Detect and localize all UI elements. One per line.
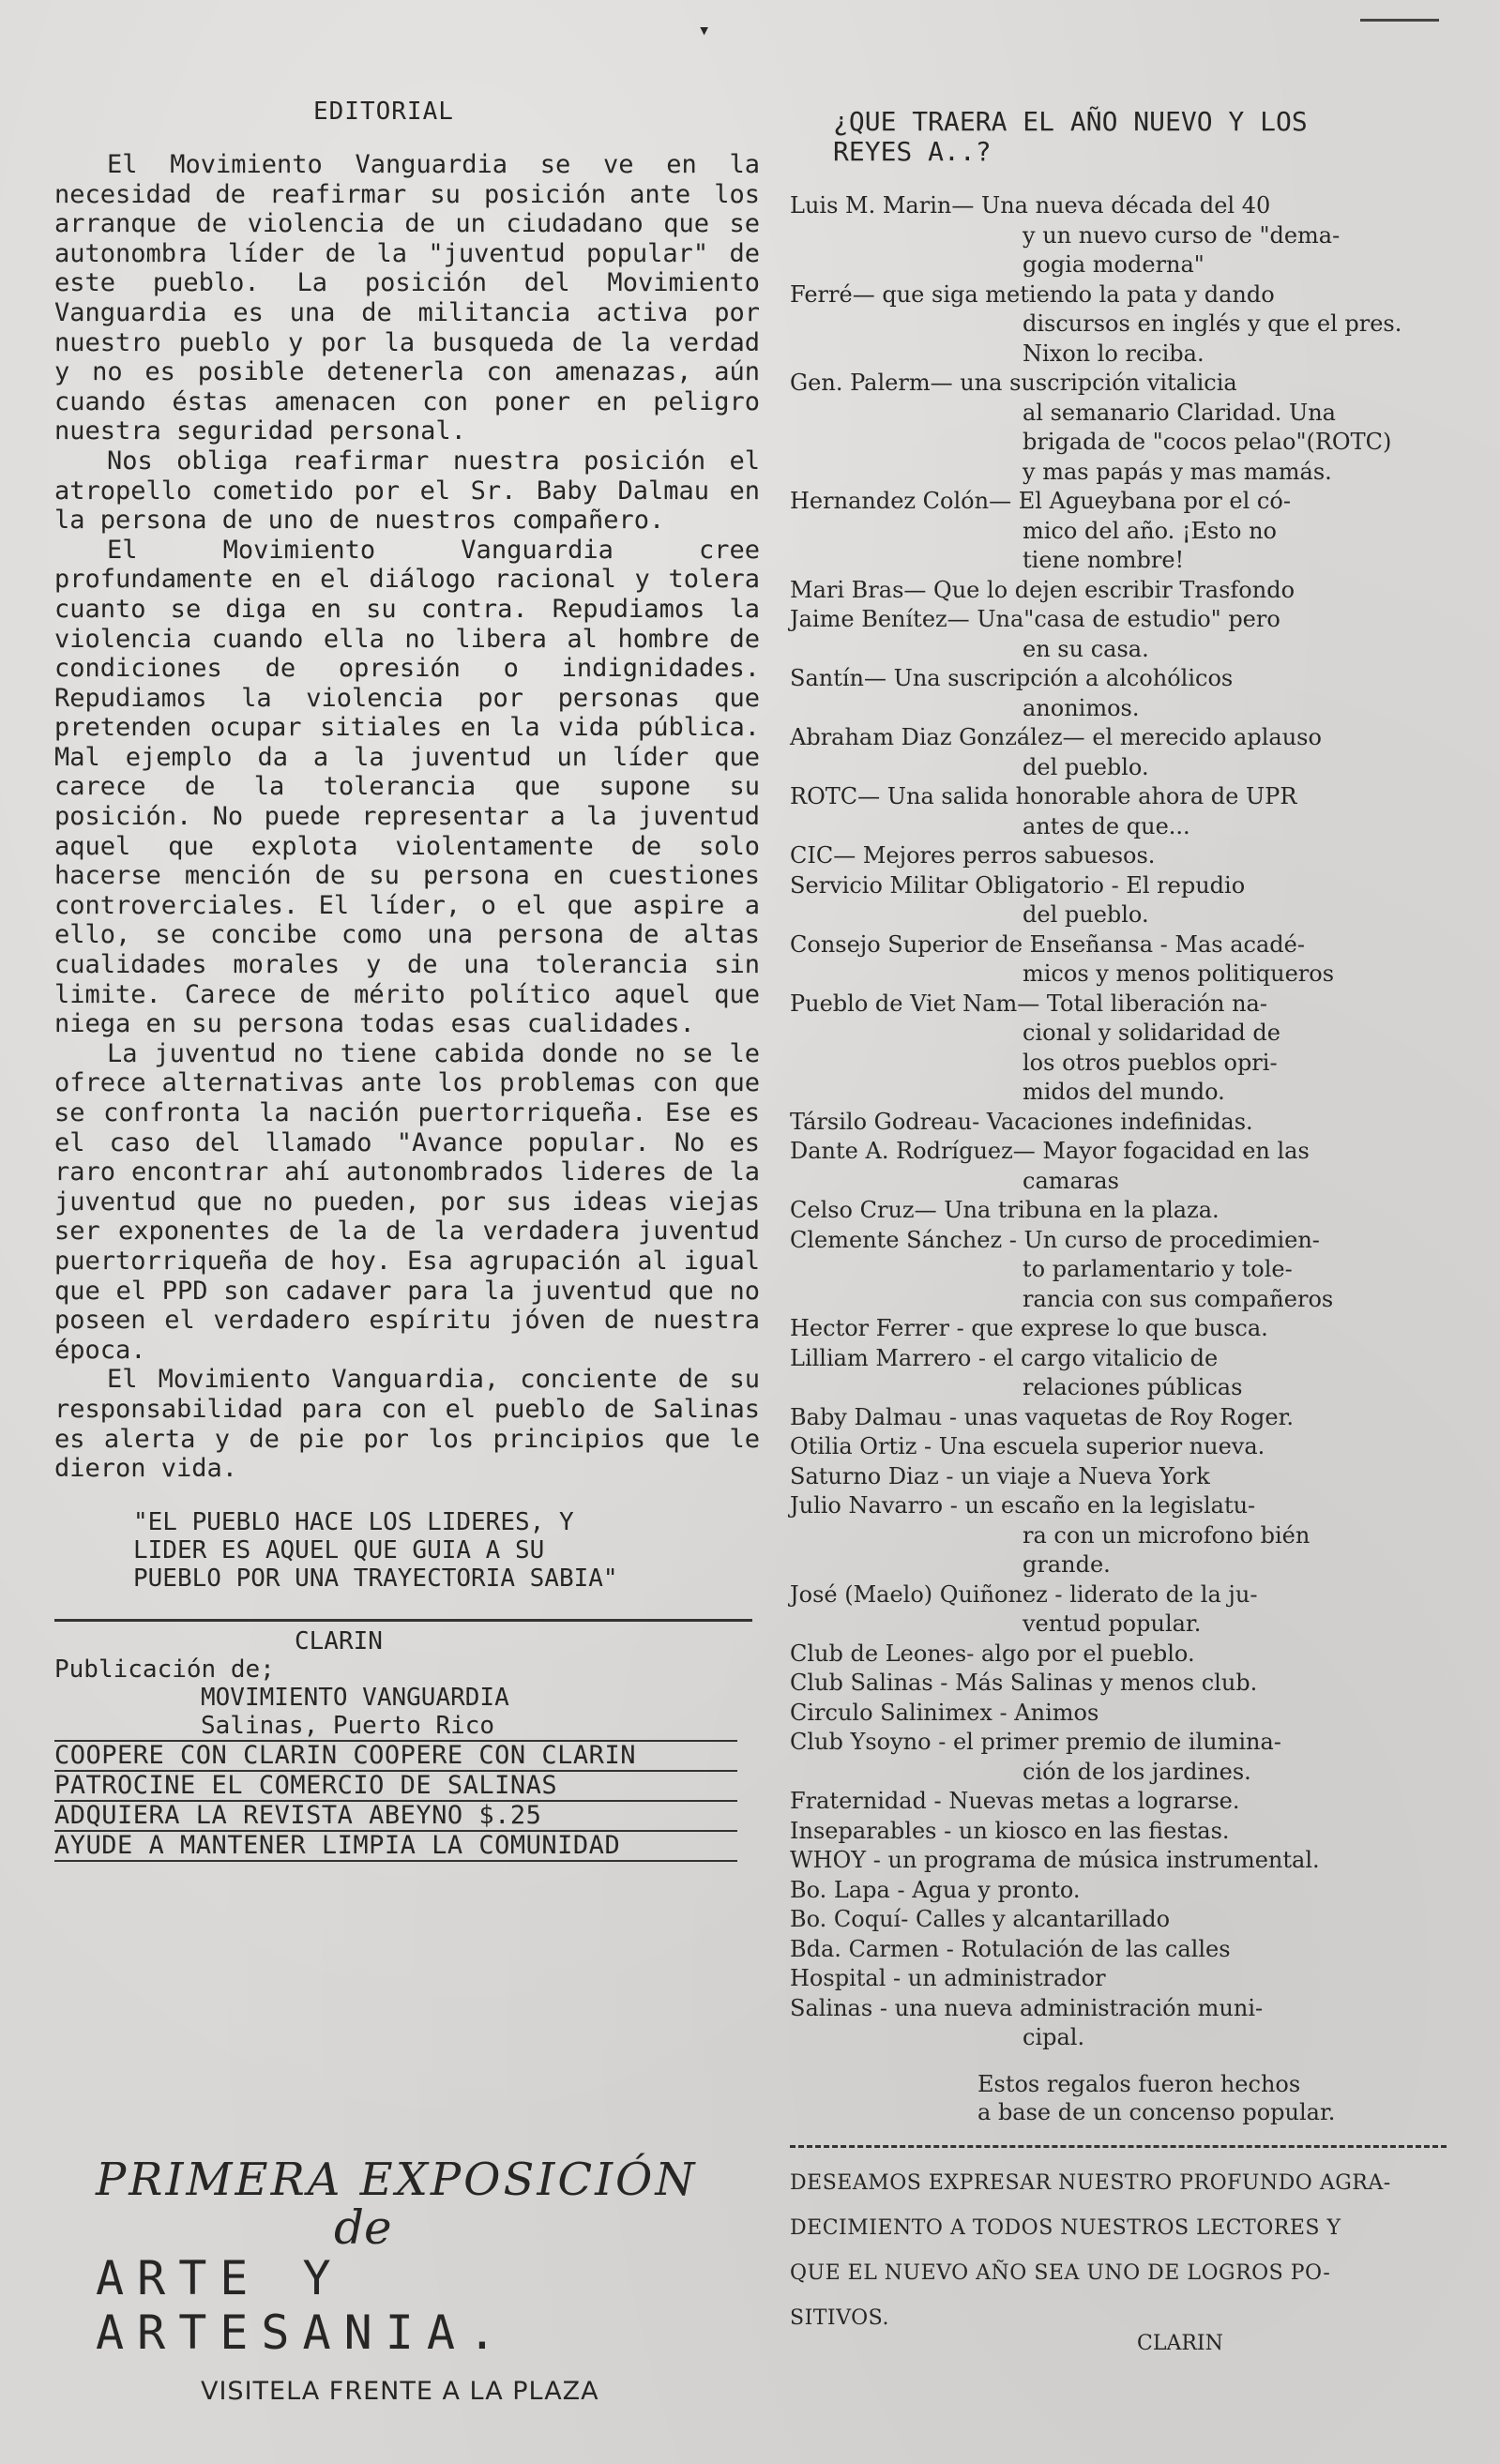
entry-wish: El repudio [1126,871,1246,899]
entry-wish: algo por el pueblo. [981,1640,1195,1667]
entry-recipient: Jaime Benítez— [790,606,970,632]
masthead-publication-label: Publicación de; [54,1655,275,1684]
reyes-entry [790,1403,1465,1433]
entry-wish: Una nueva década del 40 [980,192,1271,219]
entry-recipient: Hector Ferrer - [790,1315,964,1341]
reyes-entry [790,1669,1465,1699]
reyes-entry [790,782,1465,841]
entry-wish: el primer premio de ilumina- [952,1729,1281,1755]
entry-recipient: Bo. Lapa - [790,1876,905,1903]
entry-wish-continuation: Nixon lo reciba. [1023,340,1205,367]
entry-recipient: Mari Bras— [790,576,927,603]
entry-wish-continuation: micos y menos politiqueros [1023,960,1335,987]
reyes-entry [790,576,1465,606]
entry-wish-continuation: camaras [1023,1167,1119,1194]
entry-wish: Una"casa de estudio" pero [977,606,1280,632]
editorial-paragraph: El Movimiento Vanguardia cree profundamente en el diálogo racional y tolera cuanto se diga en su contra. Repudiamos la violencia cuando ella no libera al hombre de condiciones de opresión o indignidades. Repudiamos la violencia por personas que pretenden ocupar sitiales en la vida pública. Mal ejemplo da a la juventud un líder que carece de la tolerancia que supone su posición. No puede representar a la juventud aquel que explota violentamente de solo hacerse mención de su persona en cuestiones controverciales. El líder, o el que aspire a ello, se concibe como una persona de altas cualidades morales y de una tolerancia sin limite. Carece de mérito político aquel que niega en su persona todas esas cualidades. [54,535,760,1039]
entry-recipient: Társilo Godreau- [790,1108,980,1135]
editorial-paragraph: El Movimiento Vanguardia se ve en la necesidad de reafirmar su posición ante los arranque de violencia de un ciudadano que se autonombra líder de la "juventud popular" de este pueblo. La posición del Movimiento Vanguardia es una de militancia activa por nuestro pueblo y por la busqueda de la verdad y no es posible detenerla con amenazas, aún cuando éstas amenacen con poner en peligro nuestra seguridad personal. [54,150,760,446]
thanks-signature: CLARIN [1137,2331,1223,2355]
entry-recipient: Consejo Superior de Enseñansa - [790,930,1168,958]
entry-recipient: Baby Dalmau - [790,1403,957,1430]
reyes-entry [790,1580,1465,1640]
editorial-quote [133,1508,760,1593]
reyes-entry [790,1994,1465,2053]
reyes-entry [790,841,1465,871]
reyes-entry [790,1905,1465,1935]
masthead-name: CLARIN [295,1626,383,1655]
editorial-paragraph: Nos obliga reafirmar nuestra posición el atropello cometido por el Sr. Baby Dalmau en la persona de uno de nuestros compañero. [54,446,760,536]
entry-wish-continuation: del pueblo. [1023,753,1149,780]
entry-recipient: Gen. Palerm— [790,370,953,396]
closing-line: Estos regalos fueron hechos [977,2070,1301,2097]
entry-wish: un kiosco en las fiestas. [958,1817,1230,1844]
entry-wish-continuation: los otros pueblos opri- [1023,1049,1278,1076]
reyes-entry [790,1226,1465,1315]
entry-wish-continuation: tiene nombre! [1023,547,1185,573]
entry-wish: que siga metiendo la pata y dando [882,280,1275,308]
entry-wish-continuation: ra con un microfono bién [1023,1521,1311,1549]
entry-recipient: Club Ysoyno - [790,1729,947,1755]
entry-recipient: WHOY - [790,1847,881,1873]
thanks-note [790,2161,1465,2341]
closing-line: a base de un concenso popular. [977,2098,1336,2125]
entry-wish: Que lo dejen escribir Trasfondo [933,576,1295,603]
reyes-entry [790,1876,1465,1906]
editorial-paragraph: La juventud no tiene cabida donde no se le ofrece alternativas ante los problemas con que se confronta la nación puertorriqueña. Ese es el caso del llamado "Avance popular. No es raro encontrar ahí autonombrados lideres de la juventud que no pueden, por sus ideas viejas ser exponentes de la de la verdadera juventud puertorriqueña de hoy. Esa agrupación al igual que el PPD son cadaver para la juventud que no poseen el verdadero espíritu jóven de nuestra época. [54,1038,760,1365]
masthead-place: Salinas, Puerto Rico [201,1711,495,1740]
reyes-entry [790,487,1465,576]
ad-line: COOPERE CON CLARIN COOPERE CON CLARIN [54,1740,737,1770]
entry-recipient: CIC— [790,842,856,869]
entry-wish-continuation: cipal. [1023,2024,1085,2050]
entry-wish: Calles y alcantarillado [915,1906,1171,1932]
entry-recipient: Club Salinas - [790,1670,948,1696]
quote-line: PUEBLO POR UNA TRAYECTORIA SABIA" [133,1564,618,1593]
reyes-list [790,191,1465,2053]
thanks-divider [790,2145,1447,2148]
entry-wish-continuation: y mas papás y mas mamás. [1023,458,1332,485]
reyes-entry [790,1491,1465,1580]
reyes-closing [790,2070,1465,2126]
reyes-entry [790,1817,1465,1847]
entry-wish-continuation: ción de los jardines. [1023,1758,1251,1785]
reyes-entry [790,871,1465,930]
entry-wish: que exprese lo que busca. [971,1315,1268,1341]
entry-wish: Vacaciones indefinidas. [986,1108,1253,1135]
top-mark: ▾ [698,19,711,42]
reyes-entry [790,369,1465,487]
reyes-entry [790,1846,1465,1876]
reyes-entry [790,280,1465,370]
thanks-line: SITIVOS. [790,2305,889,2330]
entry-wish-continuation: y un nuevo curso de "dema- [1023,221,1341,249]
entry-wish: el cargo vitalicio de [992,1344,1219,1371]
entry-recipient: Ferré— [790,280,875,308]
reyes-entry [790,1935,1465,1965]
thanks-line: DESEAMOS EXPRESAR NUESTRO PROFUNDO AGRA- [790,2170,1391,2195]
entry-wish: Un curso de procedimien- [1023,1226,1320,1253]
entry-recipient: Pueblo de Viet Nam— [790,990,1040,1017]
thanks-line: DECIMIENTO A TODOS NUESTROS LECTORES Y [790,2215,1341,2240]
reyes-title-line: ¿QUE TRAERA EL AÑO NUEVO Y LOS [833,106,1308,137]
entry-wish: Animos [1014,1699,1099,1726]
thanks-line: QUE EL NUEVO AÑO SEA UNO DE LOGROS PO- [790,2260,1331,2285]
entry-recipient: Bda. Carmen - [790,1935,954,1962]
entry-wish-continuation: anonimos. [1023,694,1140,721]
exposicion-announcement [54,2154,767,2406]
reyes-entry [790,990,1465,1108]
entry-wish: Mas acadé- [1174,930,1305,958]
entry-recipient: Santín— [790,665,886,691]
entry-wish-continuation: brigada de "cocos pelao"(ROTC) [1023,429,1392,455]
entry-wish: Total liberación na- [1046,990,1267,1017]
reyes-entry [790,930,1465,990]
entry-wish-continuation: gogia moderna" [1023,251,1205,278]
entry-wish: un escaño en la legislatu- [964,1492,1256,1519]
left-column [54,98,760,1862]
entry-wish-continuation: en su casa. [1023,635,1149,662]
entry-recipient: Saturno Diaz - [790,1462,954,1489]
masthead-divider [54,1619,752,1622]
entry-wish-continuation: cional y solidaridad de [1023,1020,1280,1046]
reyes-entry [790,1787,1465,1817]
entry-recipient: Clemente Sánchez - [790,1226,1017,1253]
right-column [790,106,1465,2355]
quote-line: "EL PUEBLO HACE LOS LIDERES, Y [133,1507,574,1536]
entry-recipient: Abraham Diaz González— [790,724,1085,750]
entry-wish: una suscripción vitalicia [960,370,1237,396]
entry-wish: un administrador [907,1965,1106,1991]
editorial-paragraph: El Movimiento Vanguardia, conciente de su responsabilidad para con el pueblo de Salinas es alerta y de pie por los principios que le dieron vida. [54,1365,760,1484]
entry-wish: Rotulación de las calles [961,1935,1231,1962]
reyes-entry [790,1964,1465,1994]
entry-wish-continuation: to parlamentario y tole- [1023,1256,1293,1282]
entry-wish-continuation: antes de que... [1023,812,1190,839]
reyes-entry [790,1314,1465,1344]
reyes-entry [790,723,1465,782]
reyes-entry [790,191,1465,280]
reyes-entry [790,1640,1465,1670]
entry-wish-continuation: midos del mundo. [1023,1079,1225,1105]
expo-line-2: de [334,2200,392,2255]
entry-recipient: Club de Leones- [790,1640,975,1667]
entry-wish-continuation: relaciones públicas [1023,1374,1243,1400]
masthead-org: MOVIMIENTO VANGUARDIA [201,1683,509,1712]
top-rule-mark [1360,19,1439,22]
reyes-entry [790,1344,1465,1403]
entry-recipient: Servicio Militar Obligatorio - [790,871,1119,899]
entry-recipient: José (Maelo) Quiñonez - [790,1580,1063,1608]
entry-wish-continuation: rancia con sus compañeros [1023,1285,1334,1312]
ad-line: ADQUIERA LA REVISTA ABEYNO $.25 [54,1800,737,1830]
reyes-title-line: REYES A..? [833,136,992,167]
editorial-body [54,150,760,1484]
entry-wish-continuation: grande. [1023,1551,1111,1578]
quote-line: LIDER ES AQUEL QUE GUIA A SU [133,1535,545,1565]
entry-wish: el merecido aplauso [1092,724,1322,750]
entry-recipient: Luis M. Marin— [790,192,975,219]
entry-wish: Una suscripción a alcohólicos [893,665,1234,691]
entry-wish: una nueva administración muni- [894,1994,1264,2021]
entry-wish-continuation: discursos en inglés y que el pres. [1023,310,1402,337]
entry-wish-continuation: al semanario Claridad. Una [1023,399,1336,426]
entry-wish-continuation: ventud popular. [1023,1610,1202,1637]
entry-wish: Nuevas metas a lograrse. [948,1788,1240,1814]
entry-wish: Más Salinas y menos club. [955,1670,1258,1696]
masthead [54,1627,760,1862]
entry-wish: Mayor fogacidad en las [1042,1138,1310,1164]
entry-recipient: Celso Cruz— [790,1197,937,1223]
entry-recipient: Bo. Coquí- [790,1906,909,1932]
reyes-title [790,107,1465,167]
entry-wish: Mejores perros sabuesos. [862,842,1156,869]
entry-recipient: Inseparables - [790,1817,952,1844]
entry-wish: un programa de música instrumental. [887,1847,1320,1873]
entry-recipient: Julio Navarro - [790,1492,958,1519]
entry-wish: un viaje a Nueva York [961,1462,1210,1489]
entry-wish: Agua y pronto. [912,1876,1081,1903]
reyes-entry [790,1462,1465,1492]
reyes-entry [790,1728,1465,1787]
reyes-entry [790,1137,1465,1196]
reyes-entry [790,664,1465,723]
entry-wish-continuation: del pueblo. [1023,901,1149,928]
entry-recipient: Salinas - [790,1994,887,2021]
reyes-entry [790,1108,1465,1138]
entry-recipient: Hospital - [790,1965,902,1991]
entry-recipient: Fraternidad - [790,1788,942,1814]
entry-recipient: Otilia Ortiz - [790,1433,932,1459]
entry-wish: Una escuela superior nueva. [938,1433,1265,1459]
reyes-entry [790,1196,1465,1226]
entry-recipient: Dante A. Rodríguez— [790,1138,1036,1164]
entry-wish: unas vaquetas de Roy Roger. [963,1403,1295,1430]
entry-wish: liderato de la ju- [1069,1580,1258,1608]
ad-line: AYUDE A MANTENER LIMPIA LA COMUNIDAD [54,1830,737,1862]
reyes-entry [790,1432,1465,1462]
expo-line-1: PRIMERA EXPOSICIÓN [96,2154,698,2206]
entry-wish: Una salida honorable ahora de UPR [886,783,1297,809]
entry-recipient: Circulo Salinimex - [790,1699,1008,1726]
entry-recipient: ROTC— [790,783,881,809]
entry-wish: El Agueybana por el có- [1018,488,1291,514]
reyes-entry [790,1699,1465,1729]
ad-line: PATROCINE EL COMERCIO DE SALINAS [54,1770,737,1800]
expo-line-4: VISITELA FRENTE A LA PLAZA [201,2377,599,2406]
entry-wish: Una tribuna en la plaza. [944,1197,1220,1223]
editorial-title: EDITORIAL [313,98,454,126]
entry-wish-continuation: mico del año. ¡Esto no [1023,517,1277,544]
entry-recipient: Hernandez Colón— [790,488,1012,514]
reyes-entry [790,605,1465,664]
expo-line-3: ARTE Y ARTESANIA. [96,2251,510,2360]
entry-recipient: Lilliam Marrero - [790,1344,987,1371]
